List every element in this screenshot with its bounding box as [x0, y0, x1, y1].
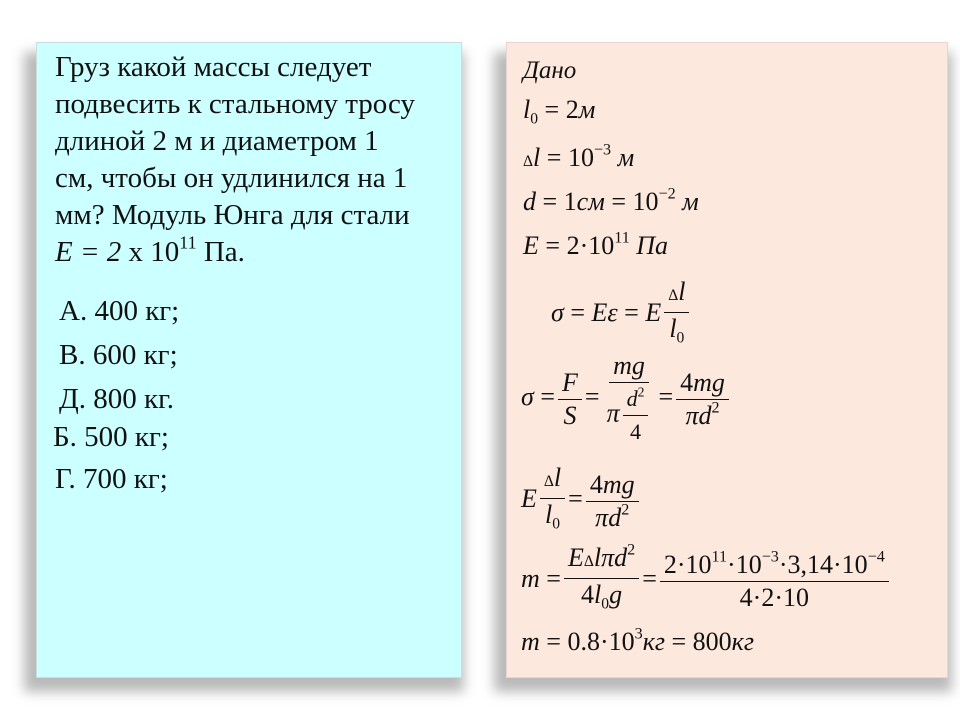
question-panel: [36, 42, 462, 678]
answer-option-d[interactable]: Д. 800 кг.: [59, 383, 174, 415]
formula-result: $m = 0.8\cdot 10^3кг = 800кг$: [521, 625, 754, 656]
question-line: мм? Модуль Юнга для стали: [55, 199, 410, 231]
modulus-unit: Па.: [196, 236, 245, 268]
given-label: Дано: [523, 57, 577, 84]
question-line: Груз какой массы следует: [55, 51, 372, 83]
modulus-variable: E = 2: [55, 236, 122, 268]
answer-option-g[interactable]: Г. 700 кг;: [55, 463, 168, 495]
question-text: [55, 49, 455, 271]
formula-mass: m = $\frac{E\Delta l\pi d^2}{4l_0g}$ = $\frac{2\cdot 10^{11}\cdot 10^{-3}\cdot 3,14\cdot 10^{-4}}{4\cdot 2\cdot 10}$: [521, 543, 892, 619]
modulus-exponent: 11: [179, 232, 197, 253]
modulus-x: х 10: [128, 236, 180, 268]
answer-option-v[interactable]: В. 600 кг;: [59, 339, 178, 371]
youngs-modulus-line: [55, 234, 455, 271]
formula-equation: E $\frac{\Delta l}{l_0}$ = $\frac{4mg}{\pi d^2}$: [521, 463, 642, 539]
question-line: длиной 2 м и диаметром 1: [55, 125, 379, 157]
question-line: подвесить к стальному тросу: [55, 88, 415, 120]
solution-panel: [506, 42, 948, 678]
answer-option-a[interactable]: А. 400 кг;: [59, 295, 180, 327]
answer-option-b[interactable]: Б. 500 кг;: [53, 421, 169, 453]
given-diameter: $d = 1см = 10^{-2}$ м: [523, 185, 699, 216]
formula-stress-strain: σ = Eε = E $\frac{\Delta l}{l_0}$: [551, 277, 692, 353]
given-length: $l_0 = 2м$: [523, 95, 596, 128]
question-line: см, чтобы он удлинился на 1: [55, 162, 408, 194]
given-elongation: $\Delta l = 10^{-3}$ м: [523, 141, 635, 172]
formula-stress-force: σ = $\frac{F}{S}$ = mg π $\frac{d^2}{4}$ = $\frac{4mg}{\pi d^2}$: [521, 351, 732, 447]
given-modulus: $E = 2\cdot 10^{11}$ Па: [523, 229, 669, 260]
